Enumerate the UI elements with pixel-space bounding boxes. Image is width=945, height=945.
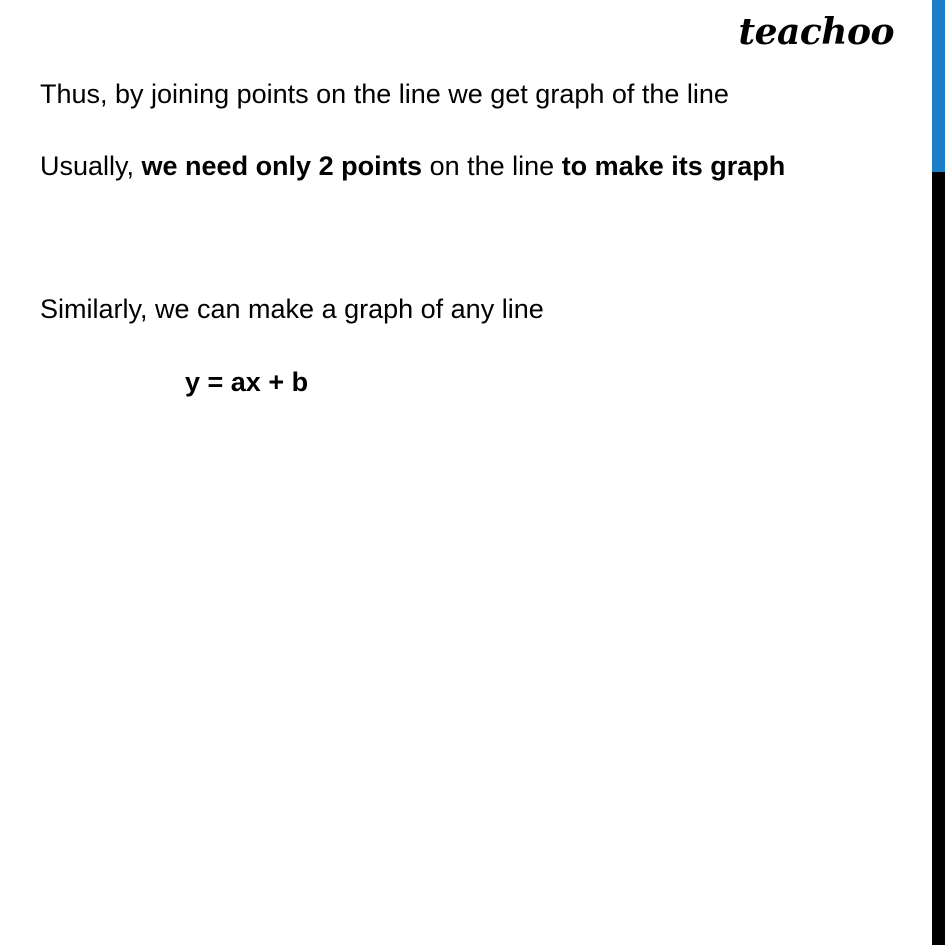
sidebar-bar: [932, 0, 945, 945]
text-line-joining-points: Thus, by joining points on the line we get graph of the line: [40, 79, 729, 109]
text-usually: Usually,: [40, 151, 142, 181]
sidebar-accent: [932, 0, 945, 172]
teachoo-logo: teachoo: [738, 11, 894, 53]
text-bold-make-graph: to make its graph: [561, 151, 786, 181]
text-on-the-line: on the line: [422, 151, 562, 181]
text-line-two-points: [40, 153, 785, 180]
text-bold-need-two-points: we need only 2 points: [141, 151, 423, 181]
text-line-similarly: Similarly, we can make a graph of any line: [40, 294, 544, 324]
equation-line: y = ax + b: [185, 367, 309, 397]
